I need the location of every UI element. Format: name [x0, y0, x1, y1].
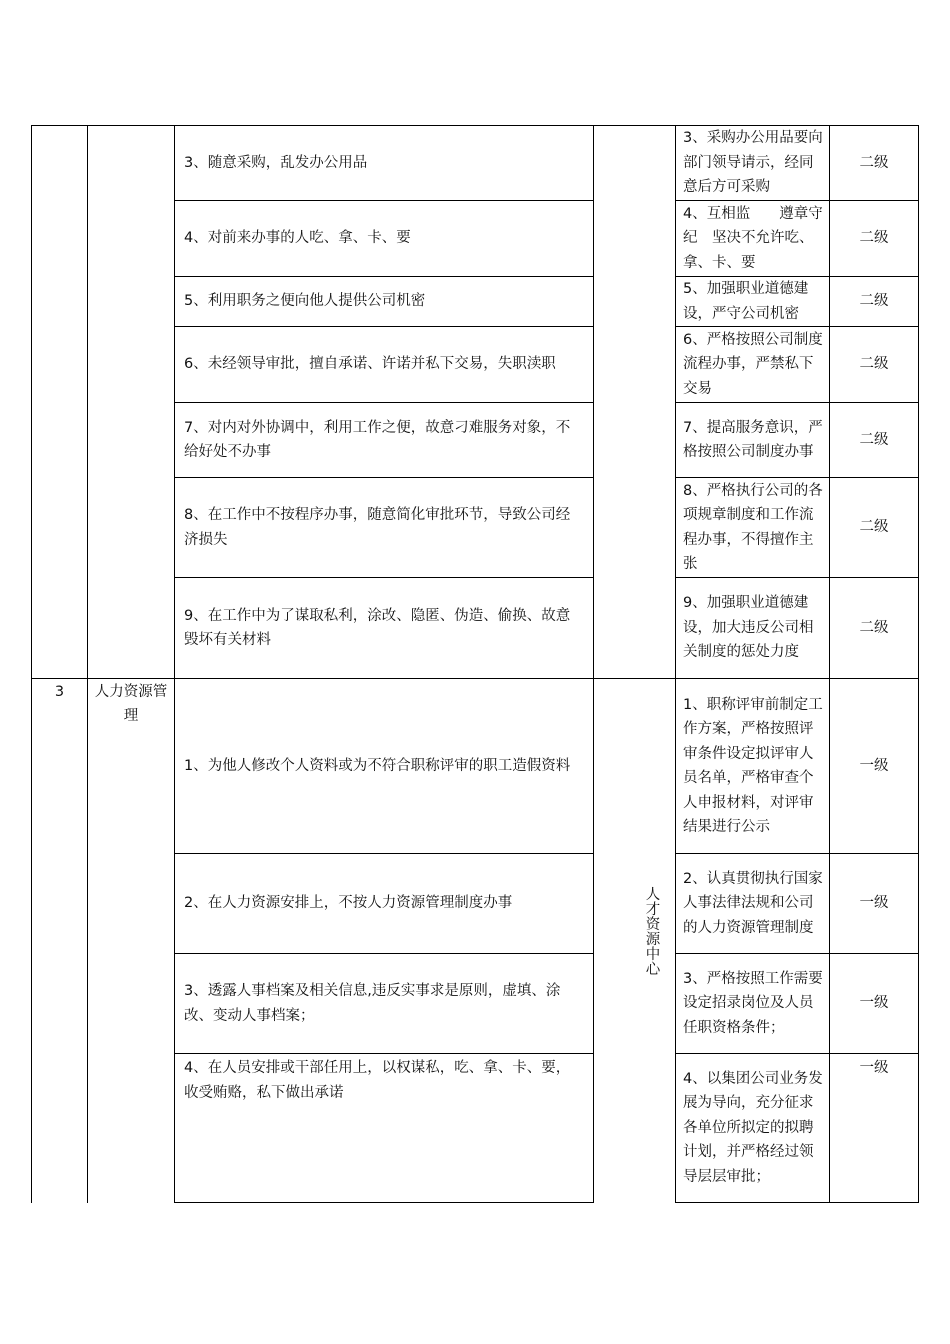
grid-line	[87, 125, 88, 1203]
measure-cell: 6、严格按照公司制度流程办事，严禁私下交易	[683, 331, 823, 397]
risk-level-cell: 二级	[859, 431, 889, 448]
risk-cell: 7、对内对外协调中，利用工作之便，故意刁难服务对象，不给好处不办事	[184, 419, 571, 460]
grid-line	[675, 125, 676, 1203]
risk-level-cell: 一级	[859, 757, 889, 774]
risk-level-cell: 二级	[859, 356, 889, 373]
risk-level-cell: 二级	[859, 519, 889, 536]
grid-line	[31, 125, 32, 1203]
measure-cell: 7、提高服务意识，严格按照公司制度办事	[683, 419, 823, 460]
measure-cell: 4、互相监 遵章守纪 坚决不允许吃、拿、卡、要	[683, 205, 823, 271]
grid-line	[174, 125, 175, 1203]
risk-level-cell: 二级	[859, 619, 889, 636]
department-name: 人才资源中心	[645, 887, 661, 978]
risk-level-cell: 一级	[859, 895, 889, 912]
measure-cell: 1、职称评审前制定工作方案，严格按照评审条件设定拟评审人员名单，严格审查个人申报材料，对评审结果进行公示	[683, 696, 823, 835]
sequence-number: 3	[54, 684, 65, 700]
grid-line	[593, 125, 594, 1203]
risk-cell: 1、为他人修改个人资料或为不符合职称评审的职工造假资料	[184, 757, 571, 774]
business-area: 人力资源管理	[94, 684, 168, 724]
risk-level-cell: 一级	[859, 1060, 889, 1076]
measure-cell: 2、认真贯彻执行国家人事法律法规和公司的人力资源管理制度	[683, 870, 823, 936]
measure-cell: 8、严格执行公司的各项规章制度和工作流程办事，不得擅作主张	[683, 482, 823, 572]
grid-line	[918, 125, 919, 1203]
measure-cell: 3、严格按照工作需要设定招录岗位及人员任职资格条件；	[683, 970, 823, 1036]
measure-cell: 9、加强职业道德建设，加大违反公司相关制度的惩处力度	[683, 595, 814, 661]
risk-cell: 9、在工作中为了谋取私利，涂改、隐匿、伪造、偷换、故意毁坏有关材料	[184, 607, 571, 648]
grid-line	[174, 1202, 594, 1203]
measure-cell: 5、加强职业道德建设，严守公司机密	[683, 281, 809, 322]
grid-line	[675, 1202, 919, 1203]
risk-cell: 4、在人员安排或干部任用上，以权谋私，吃、拿、卡、要，收受贿赂，私下做出承诺	[184, 1060, 571, 1101]
measure-cell: 4、以集团公司业务发展为导向，充分征求各单位所拟定的拟聘计划，并严格经过领导层层审批；	[683, 1070, 823, 1185]
risk-cell: 4、对前来办事的人吃、拿、卡、要	[184, 230, 411, 247]
risk-level-cell: 二级	[859, 230, 889, 247]
risk-level-cell: 二级	[859, 293, 889, 310]
risk-cell: 2、在人力资源安排上，不按人力资源管理制度办事	[184, 895, 513, 912]
risk-level-cell: 一级	[859, 995, 889, 1012]
risk-cell: 5、利用职务之便向他人提供公司机密	[184, 293, 426, 310]
measure-cell: 3、采购办公用品要向部门领导请示，经同意后方可采购	[683, 130, 823, 196]
risk-cell: 8、在工作中不按程序办事，随意简化审批环节，导致公司经济损失	[184, 507, 571, 548]
risk-level-cell: 二级	[859, 154, 889, 171]
risk-cell: 3、随意采购，乱发办公用品	[184, 154, 368, 171]
risk-cell: 6、未经领导审批，擅自承诺、许诺并私下交易，失职渎职	[184, 356, 556, 373]
risk-cell: 3、透露人事档案及相关信息,违反实事求是原则，虚填、涂改、变动人事档案；	[184, 983, 561, 1024]
